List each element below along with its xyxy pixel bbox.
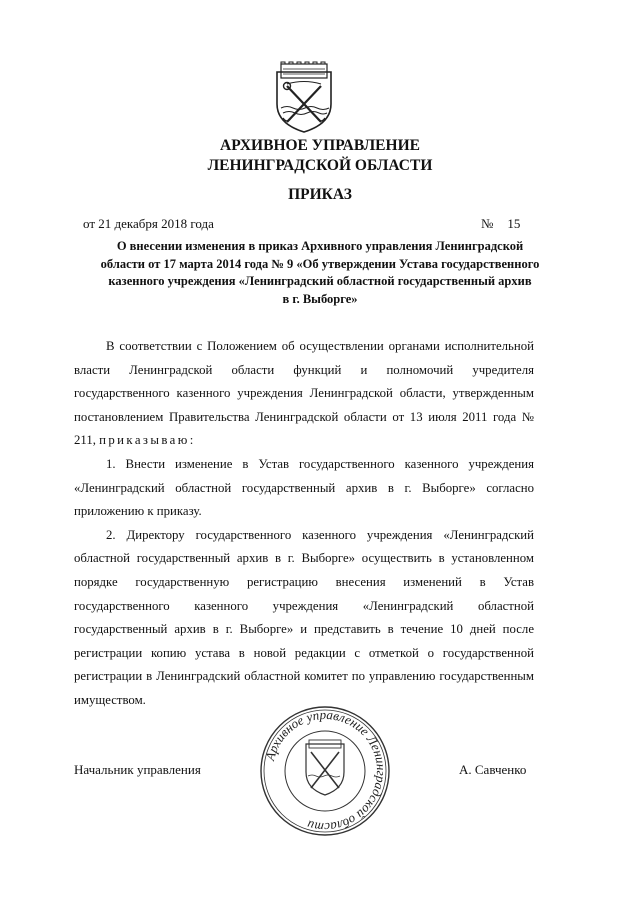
document-type-title: ПРИКАЗ [288,186,352,203]
order-date: от 21 декабря 2018 года [83,216,214,231]
order-number [481,216,520,232]
subject-line: в г. Выборге» [282,291,358,306]
signatory-position: Начальник управления [74,762,201,777]
subject-line: области от 17 марта 2014 года № 9 «Об утверждении Устава государственного [100,256,540,271]
preamble-paragraph [74,335,534,453]
order-item-1: 1. Внести изменение в Устав государственного казенного учреждения «Ленинградский областной государственный архив в г. Выборге» согласно приложению к приказу. [74,456,534,519]
subject-line: О внесении изменения в приказ Архивного управления Ленинградской [116,239,524,253]
svg-text:Архивное управление Ленинградс: Архивное управление Ленинградской области [262,706,390,836]
order-subject [60,238,580,308]
organization-name-line1: АРХИВНОЕ УПРАВЛЕНИЕ [220,137,420,154]
order-item-2: 2. Директору государственного казенного учреждения «Ленинградский областной государственный архив в г. Выборге» осуществить в установленном порядке государственную регистрацию внесения изменений в Устав государственного казенного учреждения «Ленинградский областной государственный архив в г. Выборге» и представить в течение 10 дней после регистрации копию устава в новой редакции с отметкой о государственной регистрации в Ленинградский областной комитет по управлению государственным имуществом. [74,527,534,707]
subject-line: казенного учреждения «Ленинградский областной государственный архив [108,274,532,288]
coat-of-arms-emblem [273,60,335,134]
preamble-text: В соответствии с Положением об осуществлении органами исполнительной власти Ленинградской области функций и полномочий учредителя государственного казенного учреждения Ленинградской области, утвержденным постановлением Правительства Ленинградской области от 13 июля 2011 года № 211, [74,339,534,448]
organization-name-line2: ЛЕНИНГРАДСКОЙ ОБЛАСТИ [207,157,433,174]
order-body [74,335,534,713]
official-seal-stamp [258,704,392,838]
number-value: 15 [507,216,521,231]
signatory-name: А. Савченко [459,762,527,777]
order-word: приказываю: [99,433,196,448]
number-sign: № [481,216,494,231]
